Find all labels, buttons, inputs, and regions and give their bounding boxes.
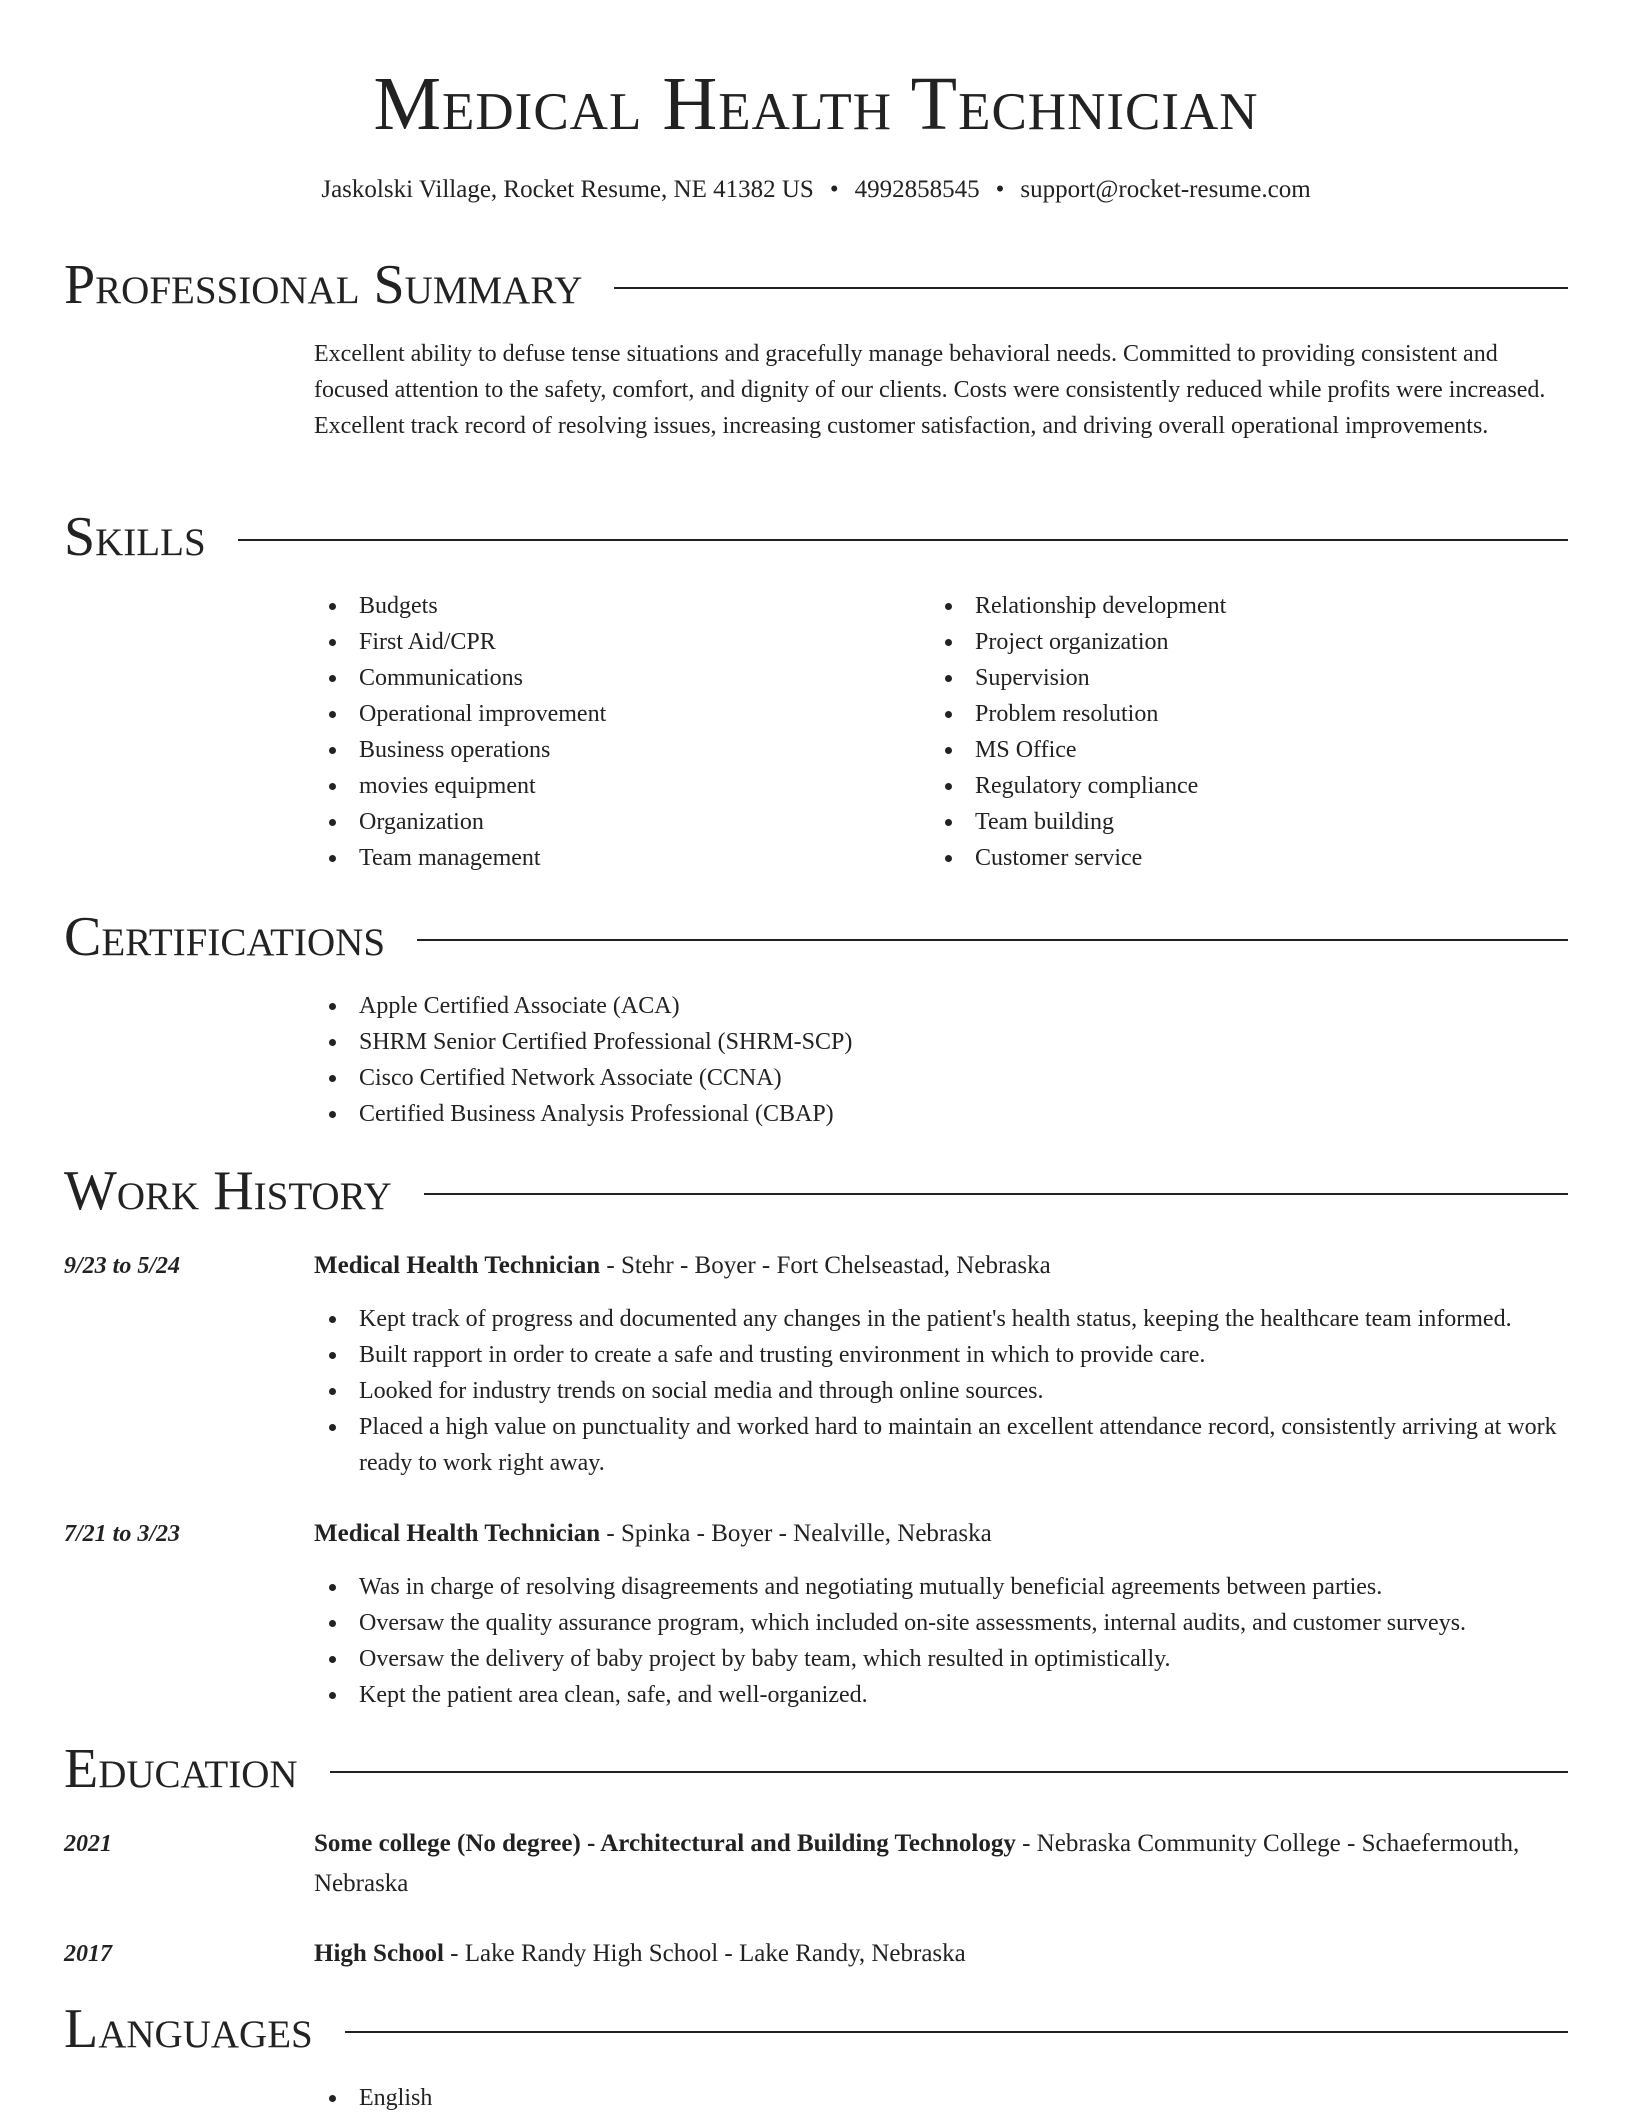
job-dates: 9/23 to 5/24 xyxy=(64,1253,181,1279)
education-section-header xyxy=(64,1736,1568,1802)
contact-separator: • xyxy=(829,176,839,203)
certifications-list xyxy=(314,988,1568,1132)
work-title: Work History xyxy=(64,1160,392,1222)
skill-item: Project organization xyxy=(930,624,1530,660)
certification-item: SHRM Senior Certified Professional (SHRM-SCP) xyxy=(314,1024,1568,1060)
job-role: Medical Health Technician xyxy=(314,1252,601,1279)
job-dates: 7/21 to 3/23 xyxy=(64,1521,181,1547)
education-year: 2021 xyxy=(64,1831,112,1857)
skill-item: Business operations xyxy=(314,732,914,768)
education-title: Education xyxy=(64,1738,298,1800)
certification-item: Apple Certified Associate (ACA) xyxy=(314,988,1568,1024)
job-bullet: Built rapport in order to create a safe and trusting environment in which to provide care. xyxy=(314,1337,1568,1373)
job-bullet: Looked for industry trends on social media and through online sources. xyxy=(314,1373,1568,1409)
contact-address: Jaskolski Village, Rocket Resume, NE 41382 US xyxy=(321,176,814,203)
education-degree: High School xyxy=(314,1940,444,1967)
education-details: - Lake Randy High School - Lake Randy, Nebraska xyxy=(443,1940,966,1967)
section-divider xyxy=(614,287,1568,289)
summary-section-header xyxy=(64,252,1568,318)
skill-item: MS Office xyxy=(930,732,1530,768)
job-details: - Spinka - Boyer - Nealville, Nebraska xyxy=(600,1520,992,1547)
job-bullets xyxy=(314,1569,1568,1713)
job-bullet: Oversaw the quality assurance program, which included on-site assessments, internal audits, and customer surveys. xyxy=(314,1605,1568,1641)
skills-section-header xyxy=(64,504,1568,570)
skill-item: Regulatory compliance xyxy=(930,768,1530,804)
section-divider xyxy=(345,2031,1568,2033)
skill-item: Budgets xyxy=(314,588,914,624)
skill-item: Supervision xyxy=(930,660,1530,696)
job-bullet: Was in charge of resolving disagreements and negotiating mutually beneficial agreements between parties. xyxy=(314,1569,1568,1605)
work-section-header xyxy=(64,1158,1568,1224)
skill-item: Organization xyxy=(314,804,914,840)
skill-item: Problem resolution xyxy=(930,696,1530,732)
certifications-section-header xyxy=(64,904,1568,970)
skill-item: Customer service xyxy=(930,840,1530,876)
contact-phone: 4992858545 xyxy=(854,176,980,203)
certification-item: Cisco Certified Network Associate (CCNA) xyxy=(314,1060,1568,1096)
skills-list-left xyxy=(314,588,914,876)
section-divider xyxy=(238,539,1568,541)
skill-item: Communications xyxy=(314,660,914,696)
skills-list-right xyxy=(930,588,1530,876)
section-divider xyxy=(330,1771,1568,1773)
languages-section-header xyxy=(64,1996,1568,2062)
skill-item: movies equipment xyxy=(314,768,914,804)
job-heading xyxy=(314,1246,1568,1286)
section-divider xyxy=(424,1193,1568,1195)
job-bullet: Oversaw the delivery of baby project by baby team, which resulted in optimistically. xyxy=(314,1641,1568,1677)
section-divider xyxy=(417,939,1568,941)
job-bullet: Kept track of progress and documented any changes in the patient's health status, keeping the healthcare team informed. xyxy=(314,1301,1568,1337)
contact-line xyxy=(0,173,1632,207)
skills-title: Skills xyxy=(64,506,206,568)
languages-title: Languages xyxy=(64,1998,313,2060)
summary-title: Professional Summary xyxy=(64,254,583,316)
contact-email[interactable]: support@rocket-resume.com xyxy=(1020,176,1311,203)
education-year: 2017 xyxy=(64,1941,112,1967)
contact-separator: • xyxy=(995,176,1005,203)
languages-list xyxy=(314,2080,1568,2116)
job-bullet: Kept the patient area clean, safe, and well-organized. xyxy=(314,1677,1568,1713)
job-heading xyxy=(314,1514,1568,1554)
skill-item: Team building xyxy=(930,804,1530,840)
job-bullets xyxy=(314,1301,1568,1481)
skill-item: Operational improvement xyxy=(314,696,914,732)
skill-item: First Aid/CPR xyxy=(314,624,914,660)
job-details: - Stehr - Boyer - Fort Chelseastad, Nebraska xyxy=(600,1252,1051,1279)
education-details: - Nebraska Community College - Schaefermouth, Nebraska xyxy=(314,1830,1520,1897)
certification-item: Certified Business Analysis Professional (CBAP) xyxy=(314,1096,1568,1132)
skill-item: Team management xyxy=(314,840,914,876)
education-entry xyxy=(314,1934,1568,1974)
candidate-name: Medical Health Technician xyxy=(373,62,1259,146)
certifications-title: Certifications xyxy=(64,906,386,968)
skill-item: Relationship development xyxy=(930,588,1530,624)
education-degree: Some college (No degree) - Architectural and Building Technology xyxy=(314,1830,1016,1857)
summary-text: Excellent ability to defuse tense situations and gracefully manage behavioral needs. Committed to providing consistent and focused attention to the safety, comfort, and dignity of our clients. Costs were consistently reduced while profits were increased. Excellent track record of resolving issues, increasing customer satisfaction, and driving overall operational improvements. xyxy=(314,341,1546,439)
language-item: English xyxy=(314,2080,1568,2116)
job-role: Medical Health Technician xyxy=(314,1520,601,1547)
education-entry xyxy=(314,1824,1568,1904)
job-bullet: Placed a high value on punctuality and worked hard to maintain an excellent attendance record, consistently arriving at work ready to work right away. xyxy=(314,1409,1568,1481)
